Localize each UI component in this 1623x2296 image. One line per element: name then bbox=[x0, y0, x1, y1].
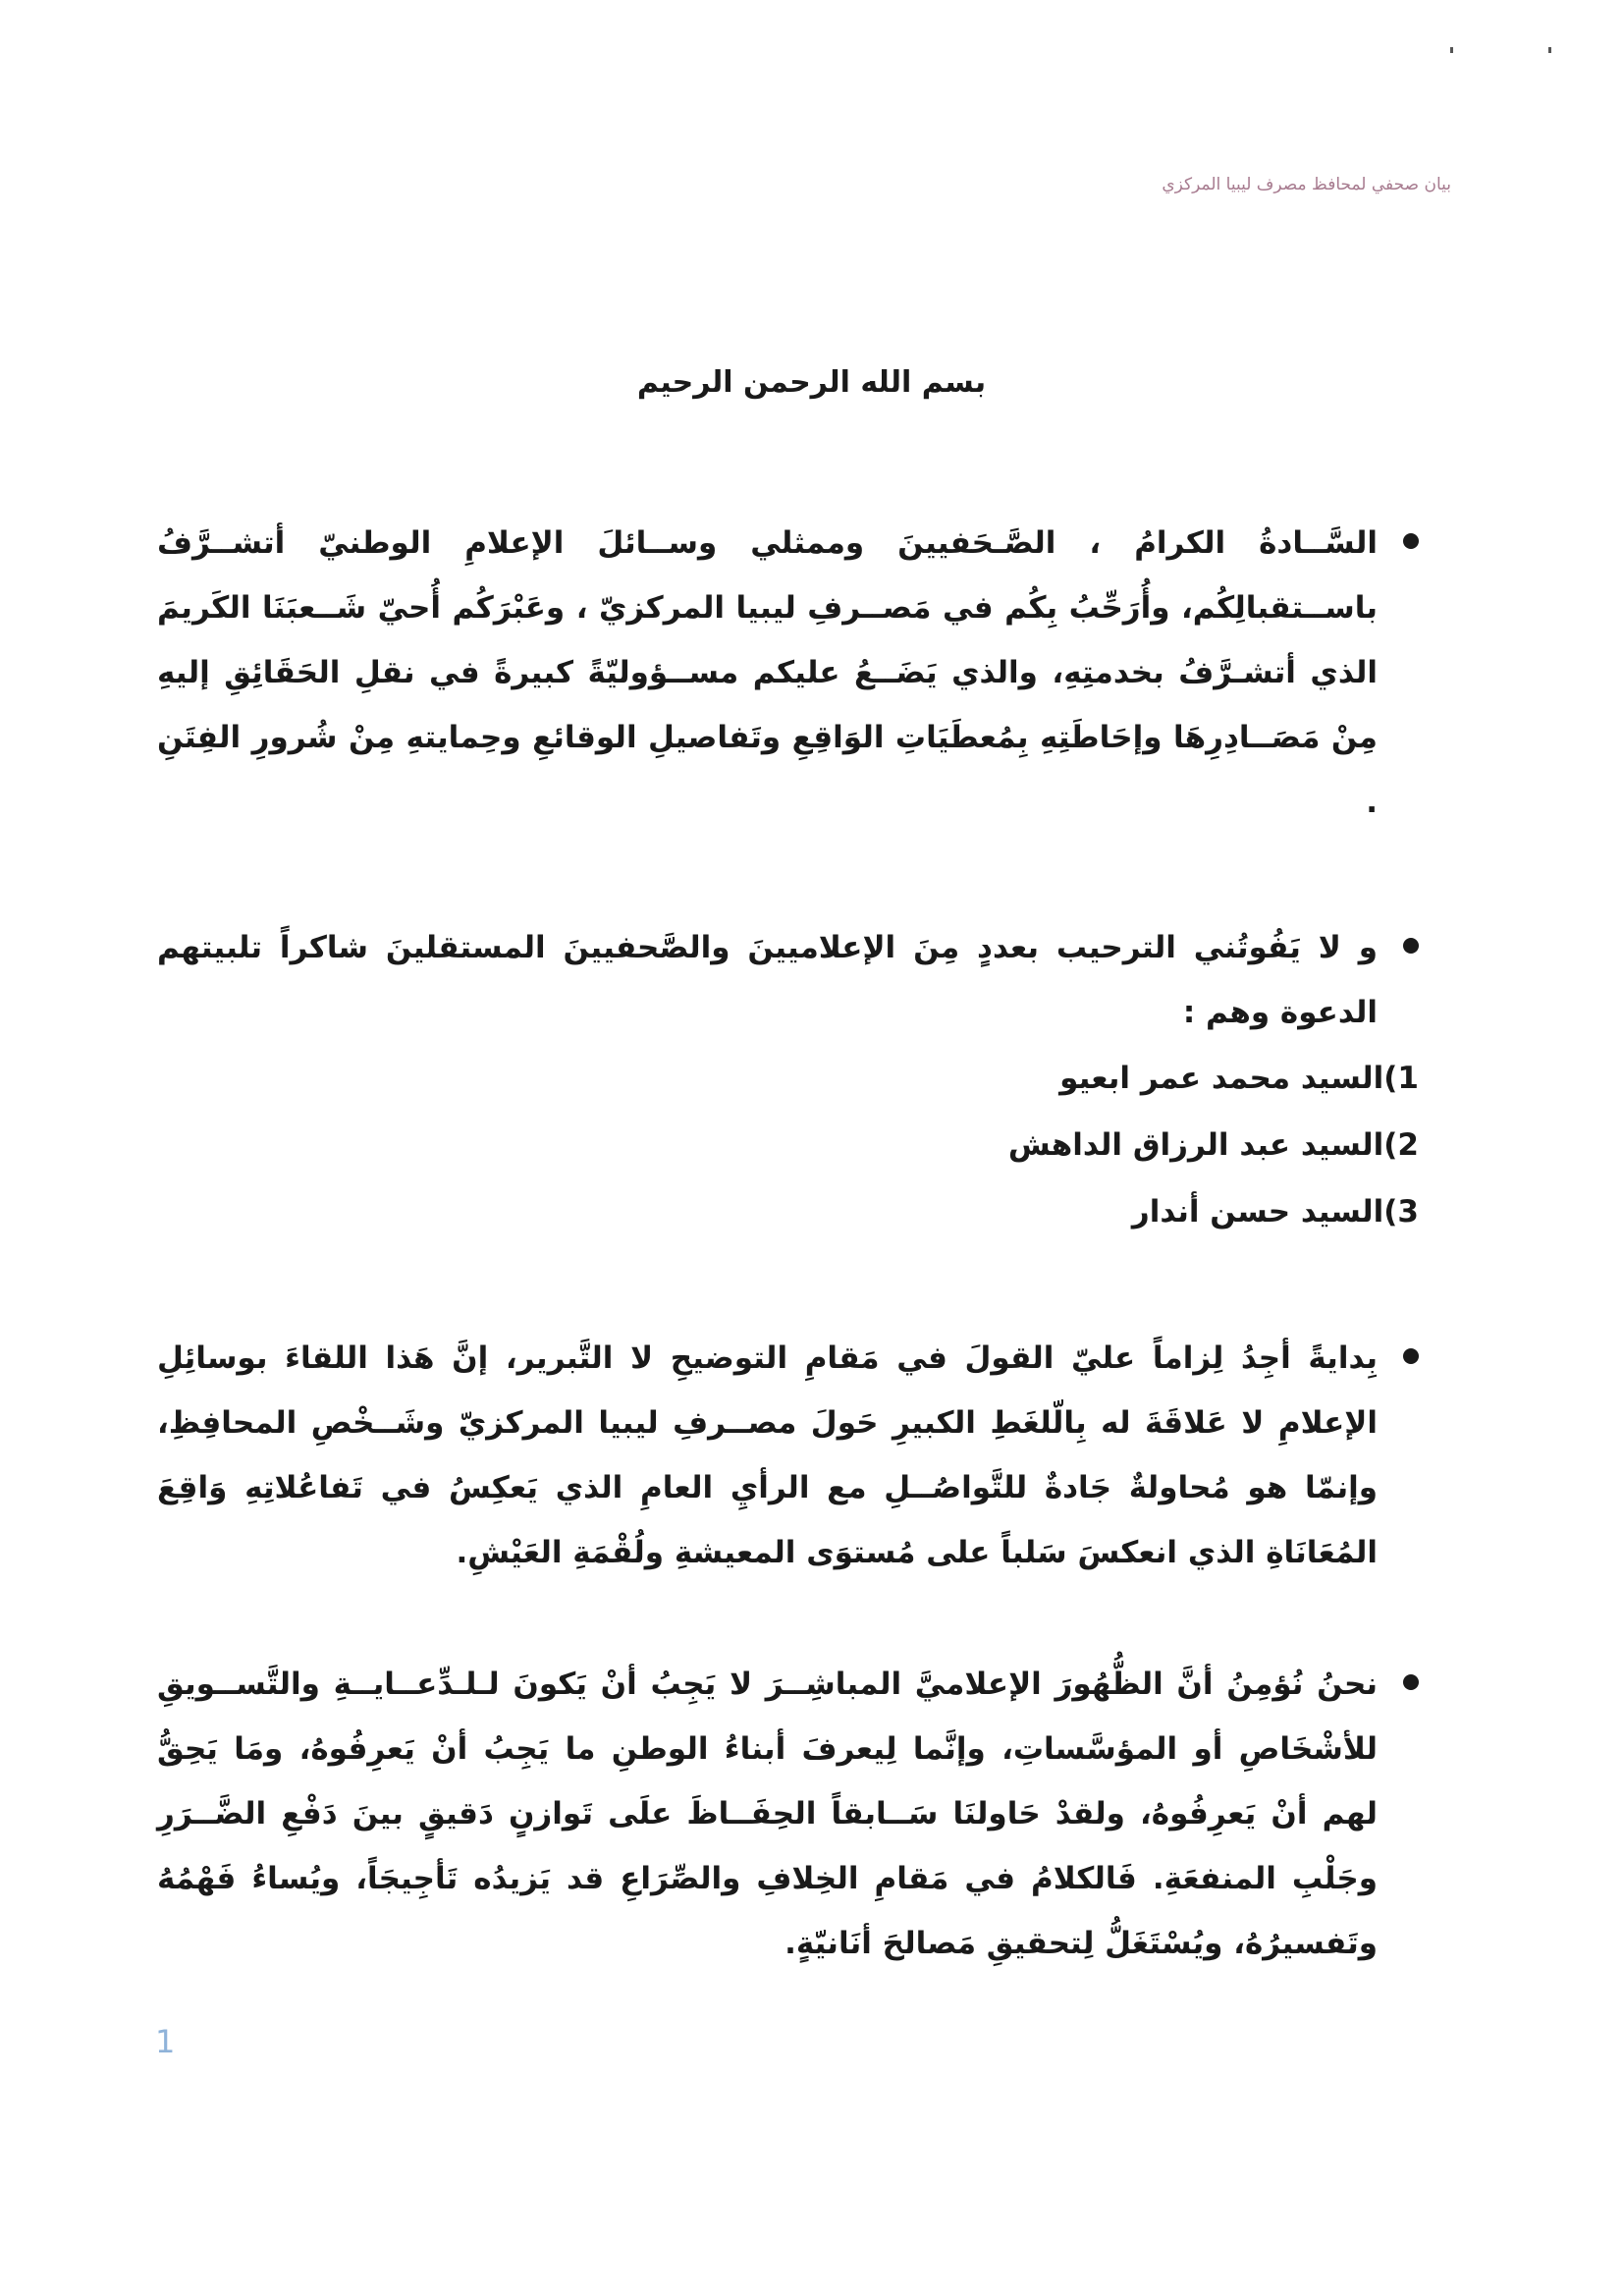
bullet-icon bbox=[1403, 938, 1419, 954]
bullet-icon bbox=[1403, 1674, 1419, 1690]
header-note: بيان صحفي لمحافظ مصرف ليبيا المركزي bbox=[1162, 175, 1451, 194]
document-body bbox=[157, 511, 1419, 1976]
invitee-item: 2)السيد عبد الرزاق الداهش bbox=[1007, 1127, 1419, 1163]
basmala-heading: بسم الله الرحمن الرحيم bbox=[636, 365, 987, 400]
paragraph-text: و لا يَفُوتُني الترحيب بعددٍ مِنَ الإعلاميينَ والصَّحفيينَ المستقلينَ شاكراً تلبيتهم الدعوة وهم : bbox=[157, 930, 1378, 1030]
invitee-item: 3)السيد حسن أندار bbox=[1131, 1194, 1419, 1230]
paragraph-welcome bbox=[157, 511, 1419, 835]
bullet-icon bbox=[1403, 1348, 1419, 1364]
paragraph-clarification bbox=[157, 1326, 1419, 1585]
paragraph-text: نحنُ نُؤمِنُ أنَّ الظُّهُورَ الإعلاميَّ المباشِــرَ لا يَجِبُ أنْ يَكونَ لـلـدِّعــايــةِ والتَّســويقِ للأشْخَاصِ أو المؤسَّساتِ، وإنَّما لِيعرفَ أبناءُ الوطنِ ما يَجِبُ أنْ يَعرِفُوهُ، ومَا يَحِقُّ لهم أنْ يَعرِفُوهُ، ولقدْ حَاولنَا سَــابقاً الحِفَــاظَ علَى تَوازنٍ دَقيقٍ بينَ دَفْعِ الضَّــرَرِ وجَلْبِ المنفعَةِ. فَالكلامُ في مَقامِ الخِلافِ والصِّرَاعِ قد يَزيدُه تَأجِيجَاً، ويُساءُ فَهْمُهُ وتَفسيرُهُ، ويُسْتَغَلُّ لِتحقيقِ مَصالحَ أنَانيّةٍ. bbox=[157, 1667, 1378, 1961]
bullet-icon bbox=[1403, 533, 1419, 549]
page-number: 1 bbox=[155, 2023, 176, 2060]
scan-artifact bbox=[1450, 47, 1453, 53]
paragraph-media-principle bbox=[157, 1652, 1419, 1976]
paragraph-text: بِدايةً أجِدُ لِزاماً عليّ القولَ في مَقامِ التوضيحِ لا التَّبرير، إنَّ هَذا اللقاءَ بوسائِلِ الإعلامِ لا عَلاقَةَ له بِالّلغَطِ الكبيرِ حَولَ مصــرفِ ليبيا المركزيّ وشَــخْصِ المحافِظِ، وإنمّا هو مُحاولةٌ جَادةٌ للتَّواصُــلِ مع الرأيِ العامِ الذي يَعكِسُ في تَفاعُلاتِهِ وَاقِعَ المُعَانَاةِ الذي انعكسَ سَلباً على مُستوَى المعيشةِ ولُقْمَةِ العَيْشِ. bbox=[157, 1340, 1378, 1570]
paragraph-invitees-intro bbox=[157, 915, 1419, 1045]
paragraph-text: السَّــادةُ الكرامُ ، الصَّـحَفيينَ وممثلي وســائلَ الإعلامِ الوطنيّ أتشــرَّفُ باســتقبالِكُم، وأُرَحِّبُ بِكُم في مَصــرفِ ليبيا المركزيّ ، وعَبْرَكُم أُحيّ شَــعبَنَا الكَريمَ الذي أتشـرَّفُ بخدمتِهِ، والذي يَضَــعُ عليكم مســؤوليّةً كبيرةً في نقلِ الحَقَائِقِ إليهِ مِنْ مَصَــادِرِهَا وإحَاطَتِهِ بِمُعطَيَاتِ الوَاقِعِ وتَفاصيلِ الوقائعِ وحِمايتهِ مِنْ شُرورِ الفِتَنِ . bbox=[157, 525, 1378, 820]
invitees-list bbox=[157, 1045, 1419, 1245]
scan-artifact bbox=[1548, 47, 1551, 53]
invitee-item: 1)السيد محمد عمر ابعيو bbox=[1059, 1061, 1419, 1096]
